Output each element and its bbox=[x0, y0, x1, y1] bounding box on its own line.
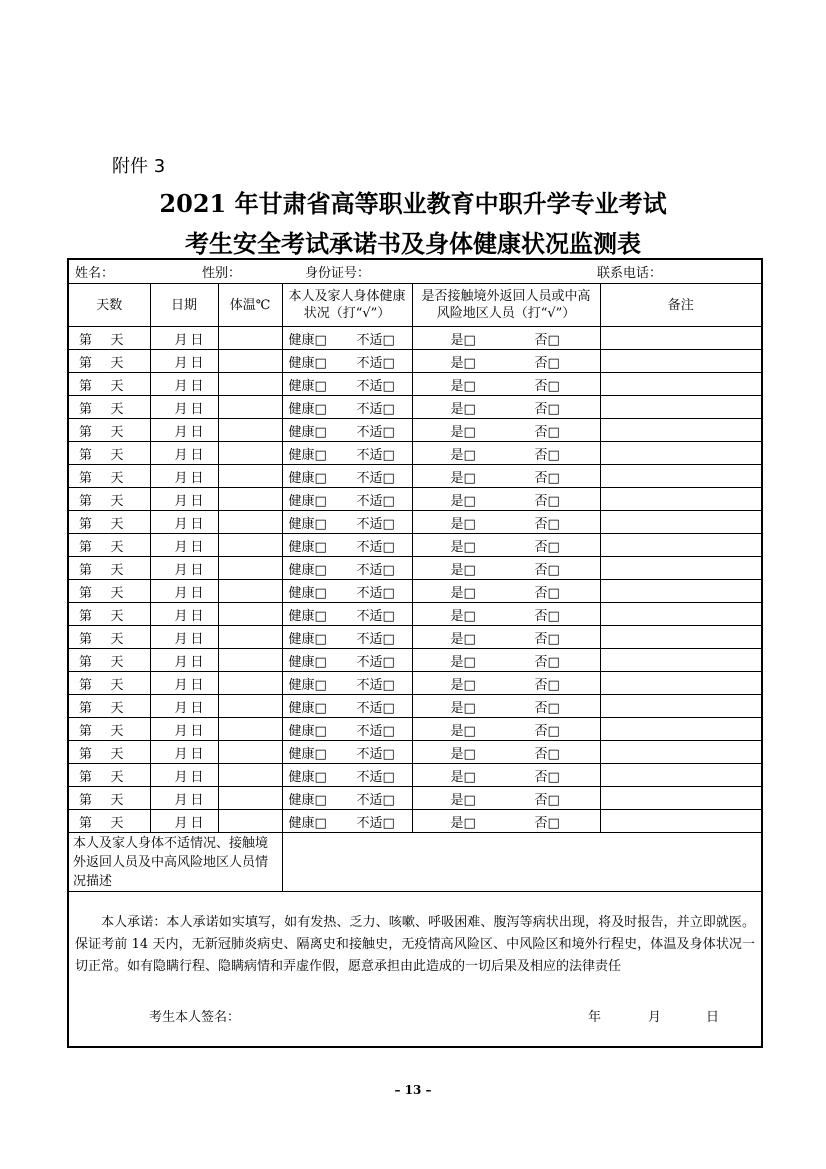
health-cell bbox=[282, 603, 412, 626]
yes-checkbox[interactable]: 是□ bbox=[450, 378, 476, 394]
yes-checkbox[interactable]: 是□ bbox=[450, 539, 476, 555]
page-number: – 13 – bbox=[394, 1083, 432, 1097]
no-checkbox[interactable]: 否□ bbox=[534, 723, 560, 739]
temperature-cell[interactable] bbox=[218, 672, 282, 695]
date-cell[interactable]: 月 日 bbox=[150, 718, 218, 741]
yes-checkbox[interactable]: 是□ bbox=[450, 723, 476, 739]
yes-checkbox[interactable]: 是□ bbox=[450, 631, 476, 647]
healthy-checkbox[interactable]: 健康□ bbox=[288, 746, 327, 762]
contact-cell bbox=[412, 626, 600, 649]
contact-cell bbox=[412, 373, 600, 396]
day-cell[interactable]: 第 天 bbox=[68, 534, 150, 557]
contact-cell bbox=[412, 580, 600, 603]
unwell-checkbox[interactable]: 不适□ bbox=[356, 723, 395, 739]
table-header-row bbox=[68, 284, 762, 327]
table-row bbox=[68, 787, 762, 810]
date-cell[interactable]: 月 日 bbox=[150, 465, 218, 488]
temperature-cell[interactable] bbox=[218, 718, 282, 741]
date-cell[interactable]: 月 日 bbox=[150, 373, 218, 396]
temperature-cell[interactable] bbox=[218, 695, 282, 718]
applicant-info-row bbox=[68, 259, 762, 284]
temperature-cell[interactable] bbox=[218, 442, 282, 465]
contact-cell bbox=[412, 649, 600, 672]
yes-checkbox[interactable]: 是□ bbox=[450, 493, 476, 509]
contact-cell bbox=[412, 534, 600, 557]
table-row bbox=[68, 557, 762, 580]
contact-cell bbox=[412, 442, 600, 465]
table-row bbox=[68, 626, 762, 649]
health-cell bbox=[282, 327, 412, 350]
contact-cell bbox=[412, 327, 600, 350]
health-cell bbox=[282, 534, 412, 557]
header-contact: 是否接触境外返回人员或中高风险地区人员（打“√”） bbox=[412, 284, 600, 327]
header-remark: 备注 bbox=[600, 284, 762, 327]
unwell-checkbox[interactable]: 不适□ bbox=[356, 424, 395, 440]
health-cell bbox=[282, 718, 412, 741]
health-cell bbox=[282, 373, 412, 396]
remark-cell[interactable] bbox=[600, 603, 762, 626]
id-field-label[interactable]: 身份证号： bbox=[305, 266, 371, 281]
healthy-checkbox[interactable]: 健康□ bbox=[288, 677, 327, 693]
no-checkbox[interactable]: 否□ bbox=[534, 700, 560, 716]
yes-checkbox[interactable]: 是□ bbox=[450, 332, 476, 348]
yes-checkbox[interactable]: 是□ bbox=[450, 470, 476, 486]
no-checkbox[interactable]: 否□ bbox=[534, 815, 560, 831]
day-cell[interactable]: 第 天 bbox=[68, 557, 150, 580]
day-cell[interactable]: 第 天 bbox=[68, 672, 150, 695]
date-cell[interactable]: 月 日 bbox=[150, 672, 218, 695]
remark-cell[interactable] bbox=[600, 373, 762, 396]
remark-cell[interactable] bbox=[600, 626, 762, 649]
unwell-checkbox[interactable]: 不适□ bbox=[356, 470, 395, 486]
healthy-checkbox[interactable]: 健康□ bbox=[288, 562, 327, 578]
unwell-checkbox[interactable]: 不适□ bbox=[356, 355, 395, 371]
contact-cell bbox=[412, 672, 600, 695]
temperature-cell[interactable] bbox=[218, 465, 282, 488]
day-cell[interactable]: 第 天 bbox=[68, 327, 150, 350]
health-cell bbox=[282, 396, 412, 419]
remark-cell[interactable] bbox=[600, 327, 762, 350]
remark-cell[interactable] bbox=[600, 695, 762, 718]
health-monitoring-table bbox=[67, 258, 763, 1048]
table-row bbox=[68, 741, 762, 764]
health-cell bbox=[282, 465, 412, 488]
healthy-checkbox[interactable]: 健康□ bbox=[288, 769, 327, 785]
day-cell[interactable]: 第 天 bbox=[68, 787, 150, 810]
table-row bbox=[68, 810, 762, 833]
date-cell[interactable]: 月 日 bbox=[150, 442, 218, 465]
signature-line bbox=[69, 978, 761, 1028]
unwell-checkbox[interactable]: 不适□ bbox=[356, 769, 395, 785]
unwell-checkbox[interactable]: 不适□ bbox=[356, 608, 395, 624]
yes-checkbox[interactable]: 是□ bbox=[450, 516, 476, 532]
no-checkbox[interactable]: 否□ bbox=[534, 562, 560, 578]
unwell-checkbox[interactable]: 不适□ bbox=[356, 332, 395, 348]
table-row bbox=[68, 672, 762, 695]
date-cell[interactable]: 月 日 bbox=[150, 419, 218, 442]
unwell-checkbox[interactable]: 不适□ bbox=[356, 401, 395, 417]
health-cell bbox=[282, 442, 412, 465]
no-checkbox[interactable]: 否□ bbox=[534, 654, 560, 670]
healthy-checkbox[interactable]: 健康□ bbox=[288, 424, 327, 440]
no-checkbox[interactable]: 否□ bbox=[534, 677, 560, 693]
contact-cell bbox=[412, 603, 600, 626]
remark-cell[interactable] bbox=[600, 718, 762, 741]
no-checkbox[interactable]: 否□ bbox=[534, 493, 560, 509]
table-row bbox=[68, 649, 762, 672]
date-cell[interactable]: 月 日 bbox=[150, 396, 218, 419]
healthy-checkbox[interactable]: 健康□ bbox=[288, 815, 327, 831]
table-row bbox=[68, 580, 762, 603]
day-cell[interactable]: 第 天 bbox=[68, 419, 150, 442]
day-cell[interactable]: 第 天 bbox=[68, 810, 150, 833]
unwell-checkbox[interactable]: 不适□ bbox=[356, 654, 395, 670]
no-checkbox[interactable]: 否□ bbox=[534, 769, 560, 785]
remark-cell[interactable] bbox=[600, 396, 762, 419]
contact-cell bbox=[412, 695, 600, 718]
healthy-checkbox[interactable]: 健康□ bbox=[288, 608, 327, 624]
healthy-checkbox[interactable]: 健康□ bbox=[288, 493, 327, 509]
no-checkbox[interactable]: 否□ bbox=[534, 355, 560, 371]
day-cell[interactable]: 第 天 bbox=[68, 626, 150, 649]
temperature-cell[interactable] bbox=[218, 580, 282, 603]
table-row bbox=[68, 419, 762, 442]
day-cell[interactable]: 第 天 bbox=[68, 511, 150, 534]
healthy-checkbox[interactable]: 健康□ bbox=[288, 631, 327, 647]
table-row bbox=[68, 327, 762, 350]
yes-checkbox[interactable]: 是□ bbox=[450, 447, 476, 463]
contact-cell bbox=[412, 741, 600, 764]
day-cell[interactable]: 第 天 bbox=[68, 442, 150, 465]
health-cell bbox=[282, 580, 412, 603]
contact-cell bbox=[412, 488, 600, 511]
temperature-cell[interactable] bbox=[218, 534, 282, 557]
no-checkbox[interactable]: 否□ bbox=[534, 516, 560, 532]
healthy-checkbox[interactable]: 健康□ bbox=[288, 401, 327, 417]
day-cell[interactable]: 第 天 bbox=[68, 373, 150, 396]
date-cell[interactable]: 月 日 bbox=[150, 764, 218, 787]
header-date: 日期 bbox=[150, 284, 218, 327]
no-checkbox[interactable]: 否□ bbox=[534, 631, 560, 647]
healthy-checkbox[interactable]: 健康□ bbox=[288, 355, 327, 371]
no-checkbox[interactable]: 否□ bbox=[534, 746, 560, 762]
remark-cell[interactable] bbox=[600, 350, 762, 373]
table-row bbox=[68, 603, 762, 626]
contact-cell bbox=[412, 764, 600, 787]
healthy-checkbox[interactable]: 健康□ bbox=[288, 585, 327, 601]
date-cell[interactable]: 月 日 bbox=[150, 603, 218, 626]
date-cell[interactable]: 月 日 bbox=[150, 580, 218, 603]
temperature-cell[interactable] bbox=[218, 810, 282, 833]
gender-field-label[interactable]: 性别： bbox=[202, 266, 242, 281]
yes-checkbox[interactable]: 是□ bbox=[450, 746, 476, 762]
yes-checkbox[interactable]: 是□ bbox=[450, 562, 476, 578]
day-cell[interactable]: 第 天 bbox=[68, 580, 150, 603]
health-cell bbox=[282, 787, 412, 810]
temperature-cell[interactable] bbox=[218, 649, 282, 672]
unwell-checkbox[interactable]: 不适□ bbox=[356, 677, 395, 693]
temperature-cell[interactable] bbox=[218, 557, 282, 580]
yes-checkbox[interactable]: 是□ bbox=[450, 815, 476, 831]
temperature-cell[interactable] bbox=[218, 603, 282, 626]
remark-cell[interactable] bbox=[600, 534, 762, 557]
date-cell[interactable]: 月 日 bbox=[150, 350, 218, 373]
yes-checkbox[interactable]: 是□ bbox=[450, 654, 476, 670]
contact-cell bbox=[412, 511, 600, 534]
healthy-checkbox[interactable]: 健康□ bbox=[288, 447, 327, 463]
healthy-checkbox[interactable]: 健康□ bbox=[288, 470, 327, 486]
unwell-checkbox[interactable]: 不适□ bbox=[356, 792, 395, 808]
header-days: 天数 bbox=[68, 284, 150, 327]
table-row bbox=[68, 695, 762, 718]
phone-field-label[interactable]: 联系电话： bbox=[597, 266, 663, 281]
health-cell bbox=[282, 626, 412, 649]
contact-cell bbox=[412, 419, 600, 442]
remark-cell[interactable] bbox=[600, 580, 762, 603]
table-row bbox=[68, 764, 762, 787]
document-title-line1: 2021 年甘肃省高等职业教育中职升学专业考试 bbox=[159, 189, 667, 218]
unwell-checkbox[interactable]: 不适□ bbox=[356, 585, 395, 601]
unwell-checkbox[interactable]: 不适□ bbox=[356, 378, 395, 394]
date-cell[interactable]: 月 日 bbox=[150, 741, 218, 764]
remark-cell[interactable] bbox=[600, 810, 762, 833]
remark-cell[interactable] bbox=[600, 442, 762, 465]
no-checkbox[interactable]: 否□ bbox=[534, 585, 560, 601]
contact-cell bbox=[412, 810, 600, 833]
health-cell bbox=[282, 488, 412, 511]
signature-month: 月 bbox=[648, 1010, 662, 1025]
date-cell[interactable]: 月 日 bbox=[150, 649, 218, 672]
yes-checkbox[interactable]: 是□ bbox=[450, 401, 476, 417]
health-cell bbox=[282, 419, 412, 442]
healthy-checkbox[interactable]: 健康□ bbox=[288, 723, 327, 739]
remark-cell[interactable] bbox=[600, 741, 762, 764]
table-row bbox=[68, 396, 762, 419]
no-checkbox[interactable]: 否□ bbox=[534, 608, 560, 624]
header-health: 本人及家人身体健康状况（打“√”） bbox=[282, 284, 412, 327]
health-cell bbox=[282, 511, 412, 534]
temperature-cell[interactable] bbox=[218, 419, 282, 442]
day-cell[interactable]: 第 天 bbox=[68, 649, 150, 672]
healthy-checkbox[interactable]: 健康□ bbox=[288, 332, 327, 348]
healthy-checkbox[interactable]: 健康□ bbox=[288, 516, 327, 532]
yes-checkbox[interactable]: 是□ bbox=[450, 677, 476, 693]
health-cell bbox=[282, 695, 412, 718]
contact-cell bbox=[412, 718, 600, 741]
unwell-checkbox[interactable]: 不适□ bbox=[356, 539, 395, 555]
date-cell[interactable]: 月 日 bbox=[150, 626, 218, 649]
unwell-checkbox[interactable]: 不适□ bbox=[356, 815, 395, 831]
date-cell[interactable]: 月 日 bbox=[150, 511, 218, 534]
no-checkbox[interactable]: 否□ bbox=[534, 539, 560, 555]
contact-cell bbox=[412, 396, 600, 419]
no-checkbox[interactable]: 否□ bbox=[534, 792, 560, 808]
document-title-line2: 考生安全考试承诺书及身体健康状况监测表 bbox=[185, 229, 641, 258]
unwell-checkbox[interactable]: 不适□ bbox=[356, 700, 395, 716]
date-cell[interactable]: 月 日 bbox=[150, 787, 218, 810]
date-cell[interactable]: 月 日 bbox=[150, 534, 218, 557]
no-checkbox[interactable]: 否□ bbox=[534, 424, 560, 440]
healthy-checkbox[interactable]: 健康□ bbox=[288, 792, 327, 808]
remark-cell[interactable] bbox=[600, 419, 762, 442]
temperature-cell[interactable] bbox=[218, 488, 282, 511]
table-row bbox=[68, 350, 762, 373]
remark-cell[interactable] bbox=[600, 488, 762, 511]
yes-checkbox[interactable]: 是□ bbox=[450, 355, 476, 371]
description-row bbox=[68, 833, 762, 892]
promise-text: 本人承诺：本人承诺如实填写，如有发热、乏力、咳嗽、呼吸困难、腹泻等病状出现，将及时报告，并立即就医。保证考前 14 天内，无新冠肺炎病史、隔离史和接触史，无疫情高风险区、中风险区和境外行程史，体温及身体状况一切正常。如有隐瞒行程、隐瞒病情和弄虚作假，愿意承担由此造成的一切后果及相应的法律责任 bbox=[75, 915, 756, 974]
no-checkbox[interactable]: 否□ bbox=[534, 378, 560, 394]
healthy-checkbox[interactable]: 健康□ bbox=[288, 700, 327, 716]
contact-cell bbox=[412, 557, 600, 580]
remark-cell[interactable] bbox=[600, 465, 762, 488]
day-cell[interactable]: 第 天 bbox=[68, 488, 150, 511]
yes-checkbox[interactable]: 是□ bbox=[450, 585, 476, 601]
health-cell bbox=[282, 649, 412, 672]
day-cell[interactable]: 第 天 bbox=[68, 350, 150, 373]
unwell-checkbox[interactable]: 不适□ bbox=[356, 631, 395, 647]
remark-cell[interactable] bbox=[600, 764, 762, 787]
table-row bbox=[68, 718, 762, 741]
unwell-checkbox[interactable]: 不适□ bbox=[356, 562, 395, 578]
yes-checkbox[interactable]: 是□ bbox=[450, 700, 476, 716]
temperature-cell[interactable] bbox=[218, 327, 282, 350]
no-checkbox[interactable]: 否□ bbox=[534, 447, 560, 463]
yes-checkbox[interactable]: 是□ bbox=[450, 608, 476, 624]
no-checkbox[interactable]: 否□ bbox=[534, 401, 560, 417]
description-field[interactable] bbox=[282, 833, 762, 892]
healthy-checkbox[interactable]: 健康□ bbox=[288, 654, 327, 670]
description-label: 本人及家人身体不适情况、接触境外返回人员及中高风险地区人员情况描述 bbox=[68, 833, 282, 892]
yes-checkbox[interactable]: 是□ bbox=[450, 769, 476, 785]
table-row bbox=[68, 442, 762, 465]
date-cell[interactable]: 月 日 bbox=[150, 695, 218, 718]
temperature-cell[interactable] bbox=[218, 741, 282, 764]
remark-cell[interactable] bbox=[600, 649, 762, 672]
health-cell bbox=[282, 672, 412, 695]
health-cell bbox=[282, 810, 412, 833]
table-row bbox=[68, 373, 762, 396]
healthy-checkbox[interactable]: 健康□ bbox=[288, 378, 327, 394]
attachment-label: 附件 3 bbox=[112, 156, 166, 177]
day-cell[interactable]: 第 天 bbox=[68, 603, 150, 626]
yes-checkbox[interactable]: 是□ bbox=[450, 792, 476, 808]
day-cell[interactable]: 第 天 bbox=[68, 718, 150, 741]
temperature-cell[interactable] bbox=[218, 764, 282, 787]
table-row bbox=[68, 465, 762, 488]
signature-year: 年 bbox=[588, 1010, 602, 1025]
header-temperature: 体温℃ bbox=[218, 284, 282, 327]
promise-row bbox=[68, 892, 762, 1048]
table-row bbox=[68, 534, 762, 557]
table-row bbox=[68, 511, 762, 534]
table-row bbox=[68, 488, 762, 511]
remark-cell[interactable] bbox=[600, 511, 762, 534]
day-cell[interactable]: 第 天 bbox=[68, 764, 150, 787]
unwell-checkbox[interactable]: 不适□ bbox=[356, 746, 395, 762]
unwell-checkbox[interactable]: 不适□ bbox=[356, 447, 395, 463]
health-cell bbox=[282, 557, 412, 580]
temperature-cell[interactable] bbox=[218, 396, 282, 419]
health-cell bbox=[282, 764, 412, 787]
health-cell bbox=[282, 741, 412, 764]
day-cell[interactable]: 第 天 bbox=[68, 396, 150, 419]
day-cell[interactable]: 第 天 bbox=[68, 695, 150, 718]
temperature-cell[interactable] bbox=[218, 626, 282, 649]
contact-cell bbox=[412, 465, 600, 488]
unwell-checkbox[interactable]: 不适□ bbox=[356, 516, 395, 532]
no-checkbox[interactable]: 否□ bbox=[534, 332, 560, 348]
temperature-cell[interactable] bbox=[218, 350, 282, 373]
unwell-checkbox[interactable]: 不适□ bbox=[356, 493, 395, 509]
healthy-checkbox[interactable]: 健康□ bbox=[288, 539, 327, 555]
yes-checkbox[interactable]: 是□ bbox=[450, 424, 476, 440]
date-cell[interactable]: 月 日 bbox=[150, 557, 218, 580]
signature-label[interactable]: 考生本人签名： bbox=[149, 1010, 241, 1025]
contact-cell bbox=[412, 787, 600, 810]
temperature-cell[interactable] bbox=[218, 373, 282, 396]
temperature-cell[interactable] bbox=[218, 787, 282, 810]
signature-day: 日 bbox=[706, 1010, 720, 1025]
no-checkbox[interactable]: 否□ bbox=[534, 470, 560, 486]
remark-cell[interactable] bbox=[600, 557, 762, 580]
date-cell[interactable]: 月 日 bbox=[150, 327, 218, 350]
contact-cell bbox=[412, 350, 600, 373]
name-field-label[interactable]: 姓名： bbox=[75, 266, 115, 281]
day-cell[interactable]: 第 天 bbox=[68, 741, 150, 764]
remark-cell[interactable] bbox=[600, 672, 762, 695]
date-cell[interactable]: 月 日 bbox=[150, 810, 218, 833]
date-cell[interactable]: 月 日 bbox=[150, 488, 218, 511]
health-cell bbox=[282, 350, 412, 373]
temperature-cell[interactable] bbox=[218, 511, 282, 534]
day-cell[interactable]: 第 天 bbox=[68, 465, 150, 488]
remark-cell[interactable] bbox=[600, 787, 762, 810]
